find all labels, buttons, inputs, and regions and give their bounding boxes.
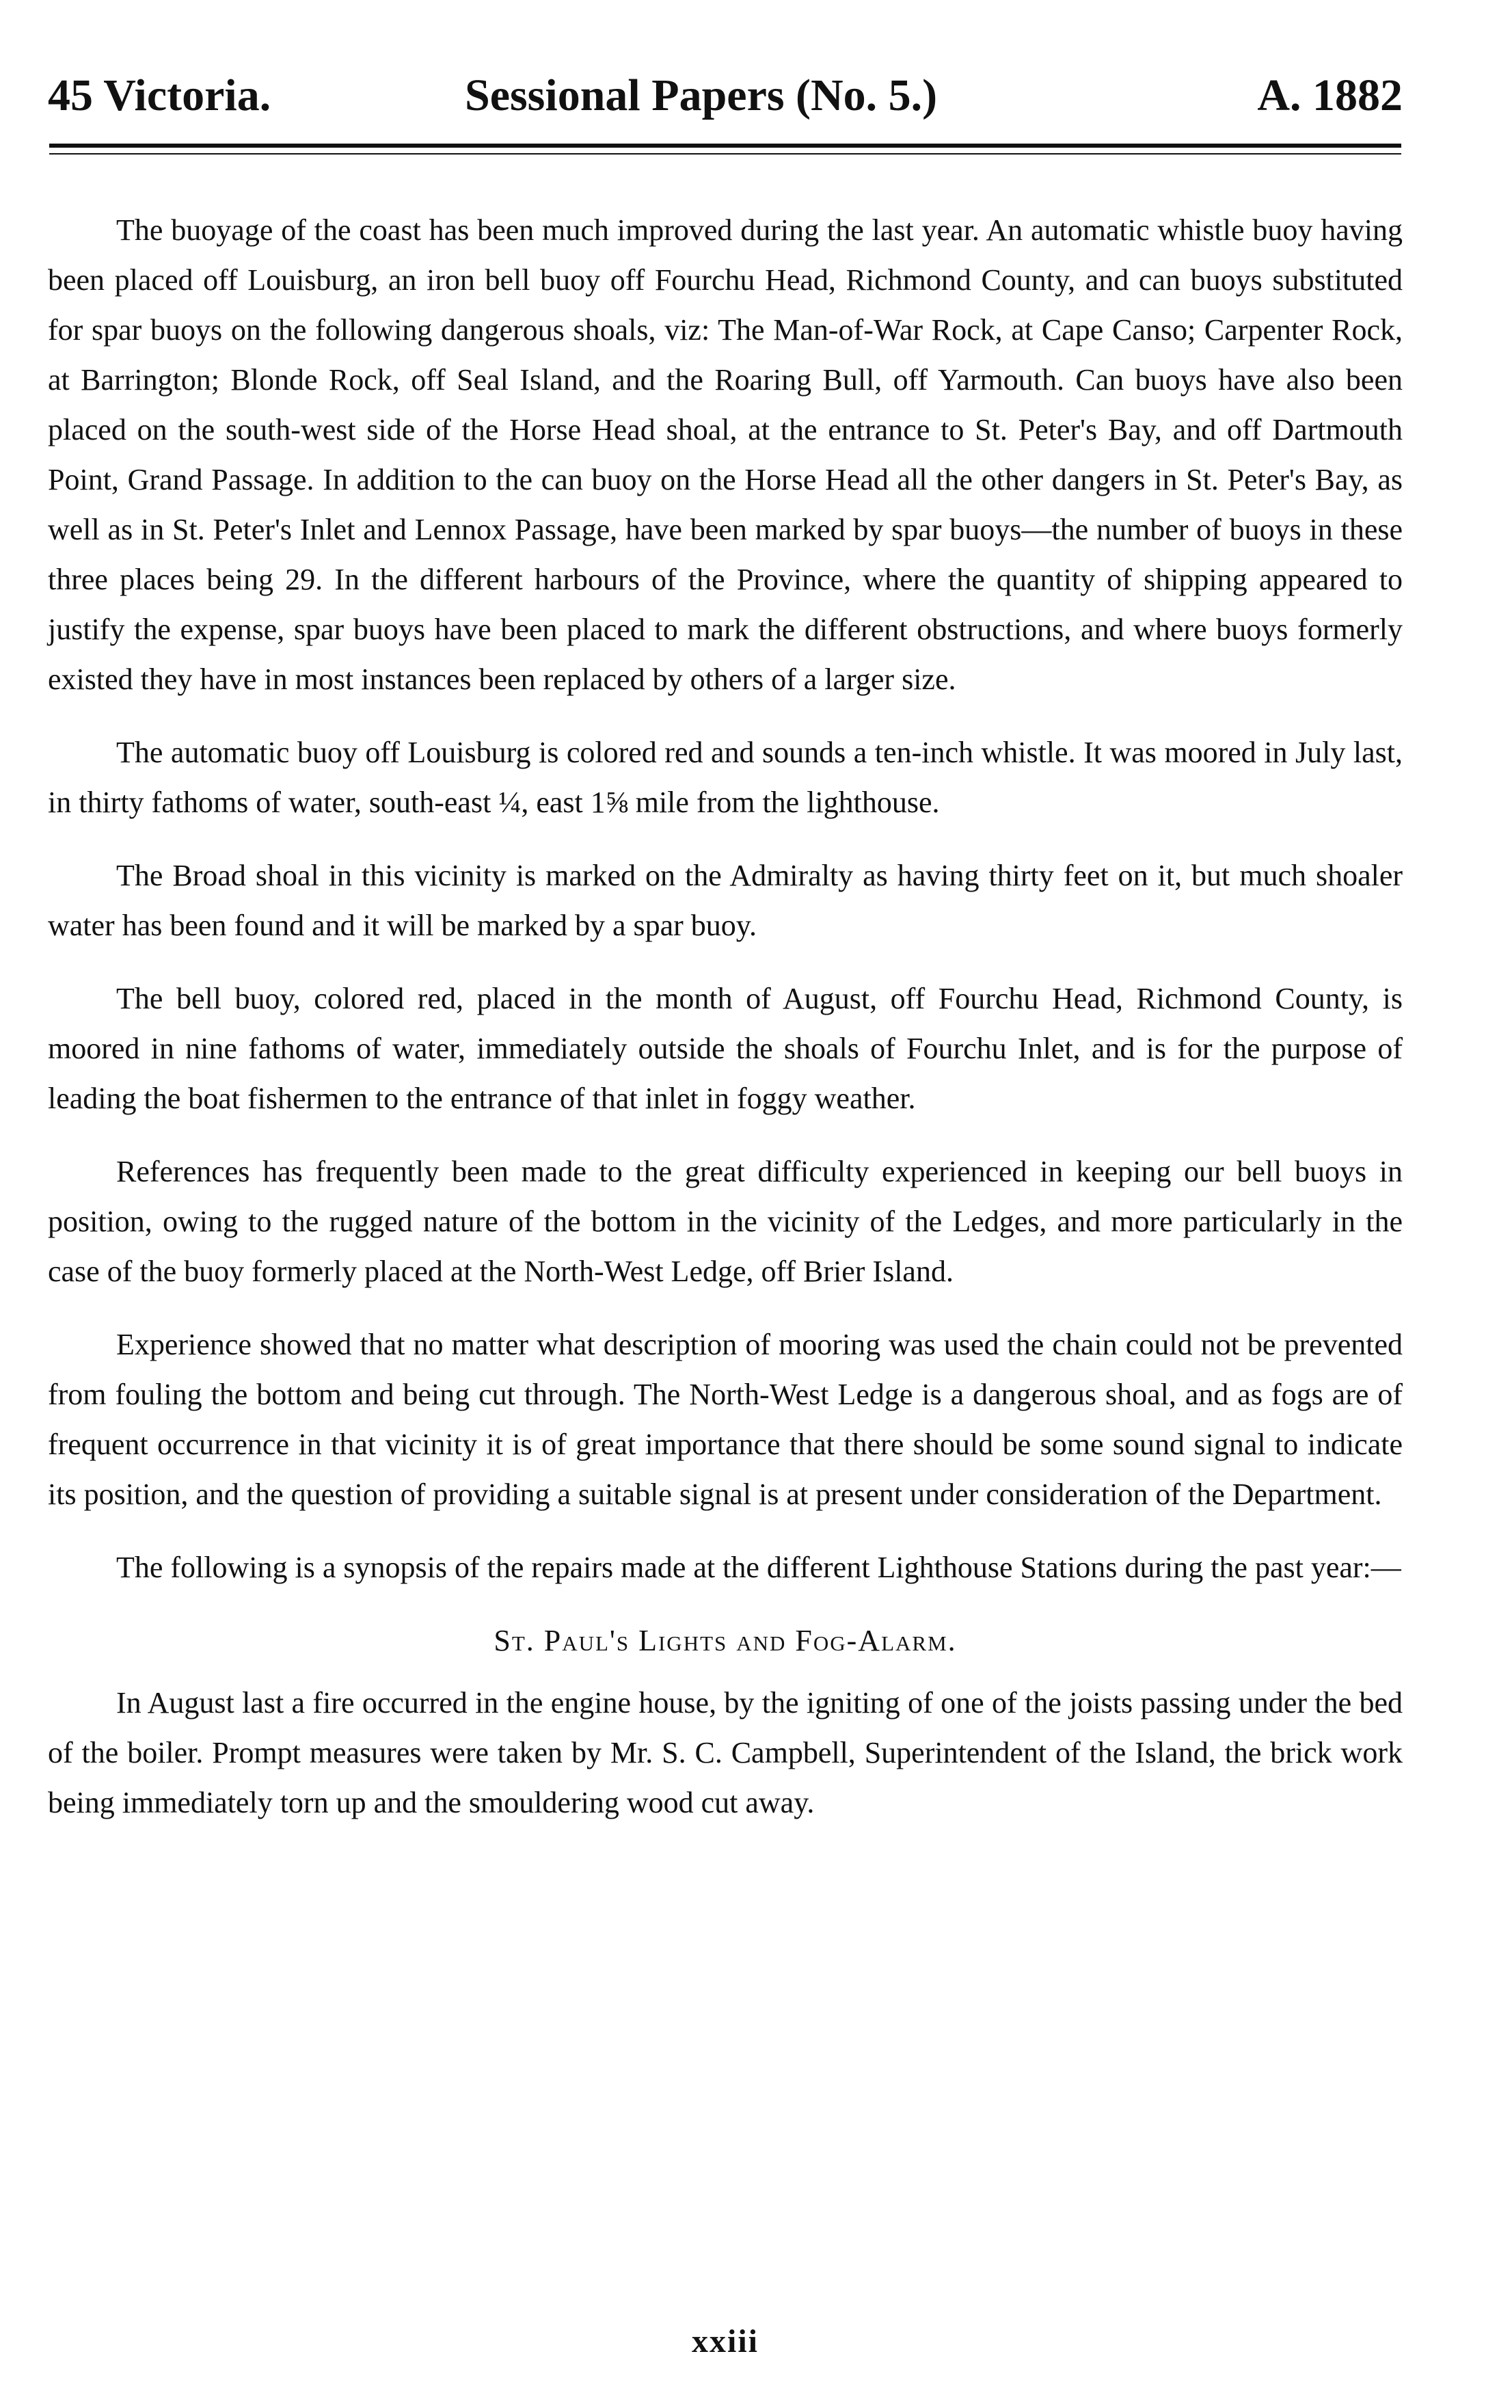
paragraph-synopsis: The following is a synopsis of the repairs made at the different Lighthouse Stations during the past year:— [116, 1551, 1401, 1584]
paragraph-st-pauls-fire: In August last a fire occurred in the engine house, by the igniting of one of the joists passing under the bed of the boiler. Prompt measures were taken by Mr. S. C. Campbell, Superintendent of the Island, the brick work being immediately torn up and the smouldering wood cut away. [48, 1686, 1403, 1819]
page-number: xxiii [691, 2323, 759, 2359]
paragraph-buoyage: The buoyage of the coast has been much improved during the last year. An automatic whistle buoy having been placed off Louisburg, an iron bell buoy off Fourchu Head, Richmond County, and can buoys substituted for spar buoys on the following dangerous shoals, viz: The Man-of-War Rock, at Cape Canso; Carpenter Rock, at Barrington; Blonde Rock, off Seal Island, and the Roaring Bull, off Yarmouth. Can buoys have also been placed on the south-west side of the Horse Head shoal, at the entrance to St. Peter's Bay, and off Dartmouth Point, Grand Passage. In addition to the can buoy on the Horse Head all the other dangers in St. Peter's Bay, as well as in St. Peter's Inlet and Lennox Passage, have been marked by spar buoys—the number of buoys in these three places being 29. In the different harbours of the Province, where the quantity of shipping appeared to justify the expense, spar buoys have been placed to mark the different obstructions, and where buoys formerly existed they have in most instances been replaced by others of a larger size. [48, 213, 1403, 696]
document-page [48, 0, 1403, 2408]
running-header [48, 68, 1403, 123]
paragraph-bell-buoys-position: References has frequently been made to the great difficulty experienced in keeping our bell buoys in position, owing to the rugged nature of the bottom in the vicinity of the Ledges, and more particularly in the case of the buoy formerly placed at the North-West Ledge, off Brier Island. [48, 1155, 1403, 1288]
header-session: 45 Victoria. [48, 70, 271, 120]
section-heading: St. Paul's Lights and Fog-Alarm. [494, 1624, 957, 1657]
header-title: Sessional Papers (No. 5.) [465, 70, 938, 120]
paragraph-experience: Experience showed that no matter what description of mooring was used the chain could not be prevented from fouling the bottom and being cut through. The North-West Ledge is a dangerous shoal, and as fogs are of frequent occurrence in that vicinity it is of great importance that there should be some sound signal to indicate its position, and the question of providing a suitable signal is at present under consideration of the Department. [48, 1328, 1403, 1511]
header-year: A. 1882 [1257, 70, 1403, 120]
paragraph-broad-shoal: The Broad shoal in this vicinity is marked on the Admiralty as having thirty feet on it, but much shoaler water has been found and it will be marked by a spar buoy. [48, 859, 1403, 942]
paragraph-bell-buoy: The bell buoy, colored red, placed in the month of August, off Fourchu Head, Richmond County, is moored in nine fathoms of water, immediately outside the shoals of Fourchu Inlet, and is for the purpose of leading the boat fishermen to the entrance of that inlet in foggy weather. [48, 982, 1403, 1115]
paragraph-louisburg-buoy: The automatic buoy off Louisburg is colored red and sounds a ten-inch whistle. It was moored in July last, in thirty fathoms of water, south-east ¼, east 1⅝ mile from the lighthouse. [48, 736, 1403, 819]
header-rule-thick [49, 144, 1401, 148]
body-text [48, 205, 1403, 1828]
header-rule-thin [49, 153, 1401, 155]
